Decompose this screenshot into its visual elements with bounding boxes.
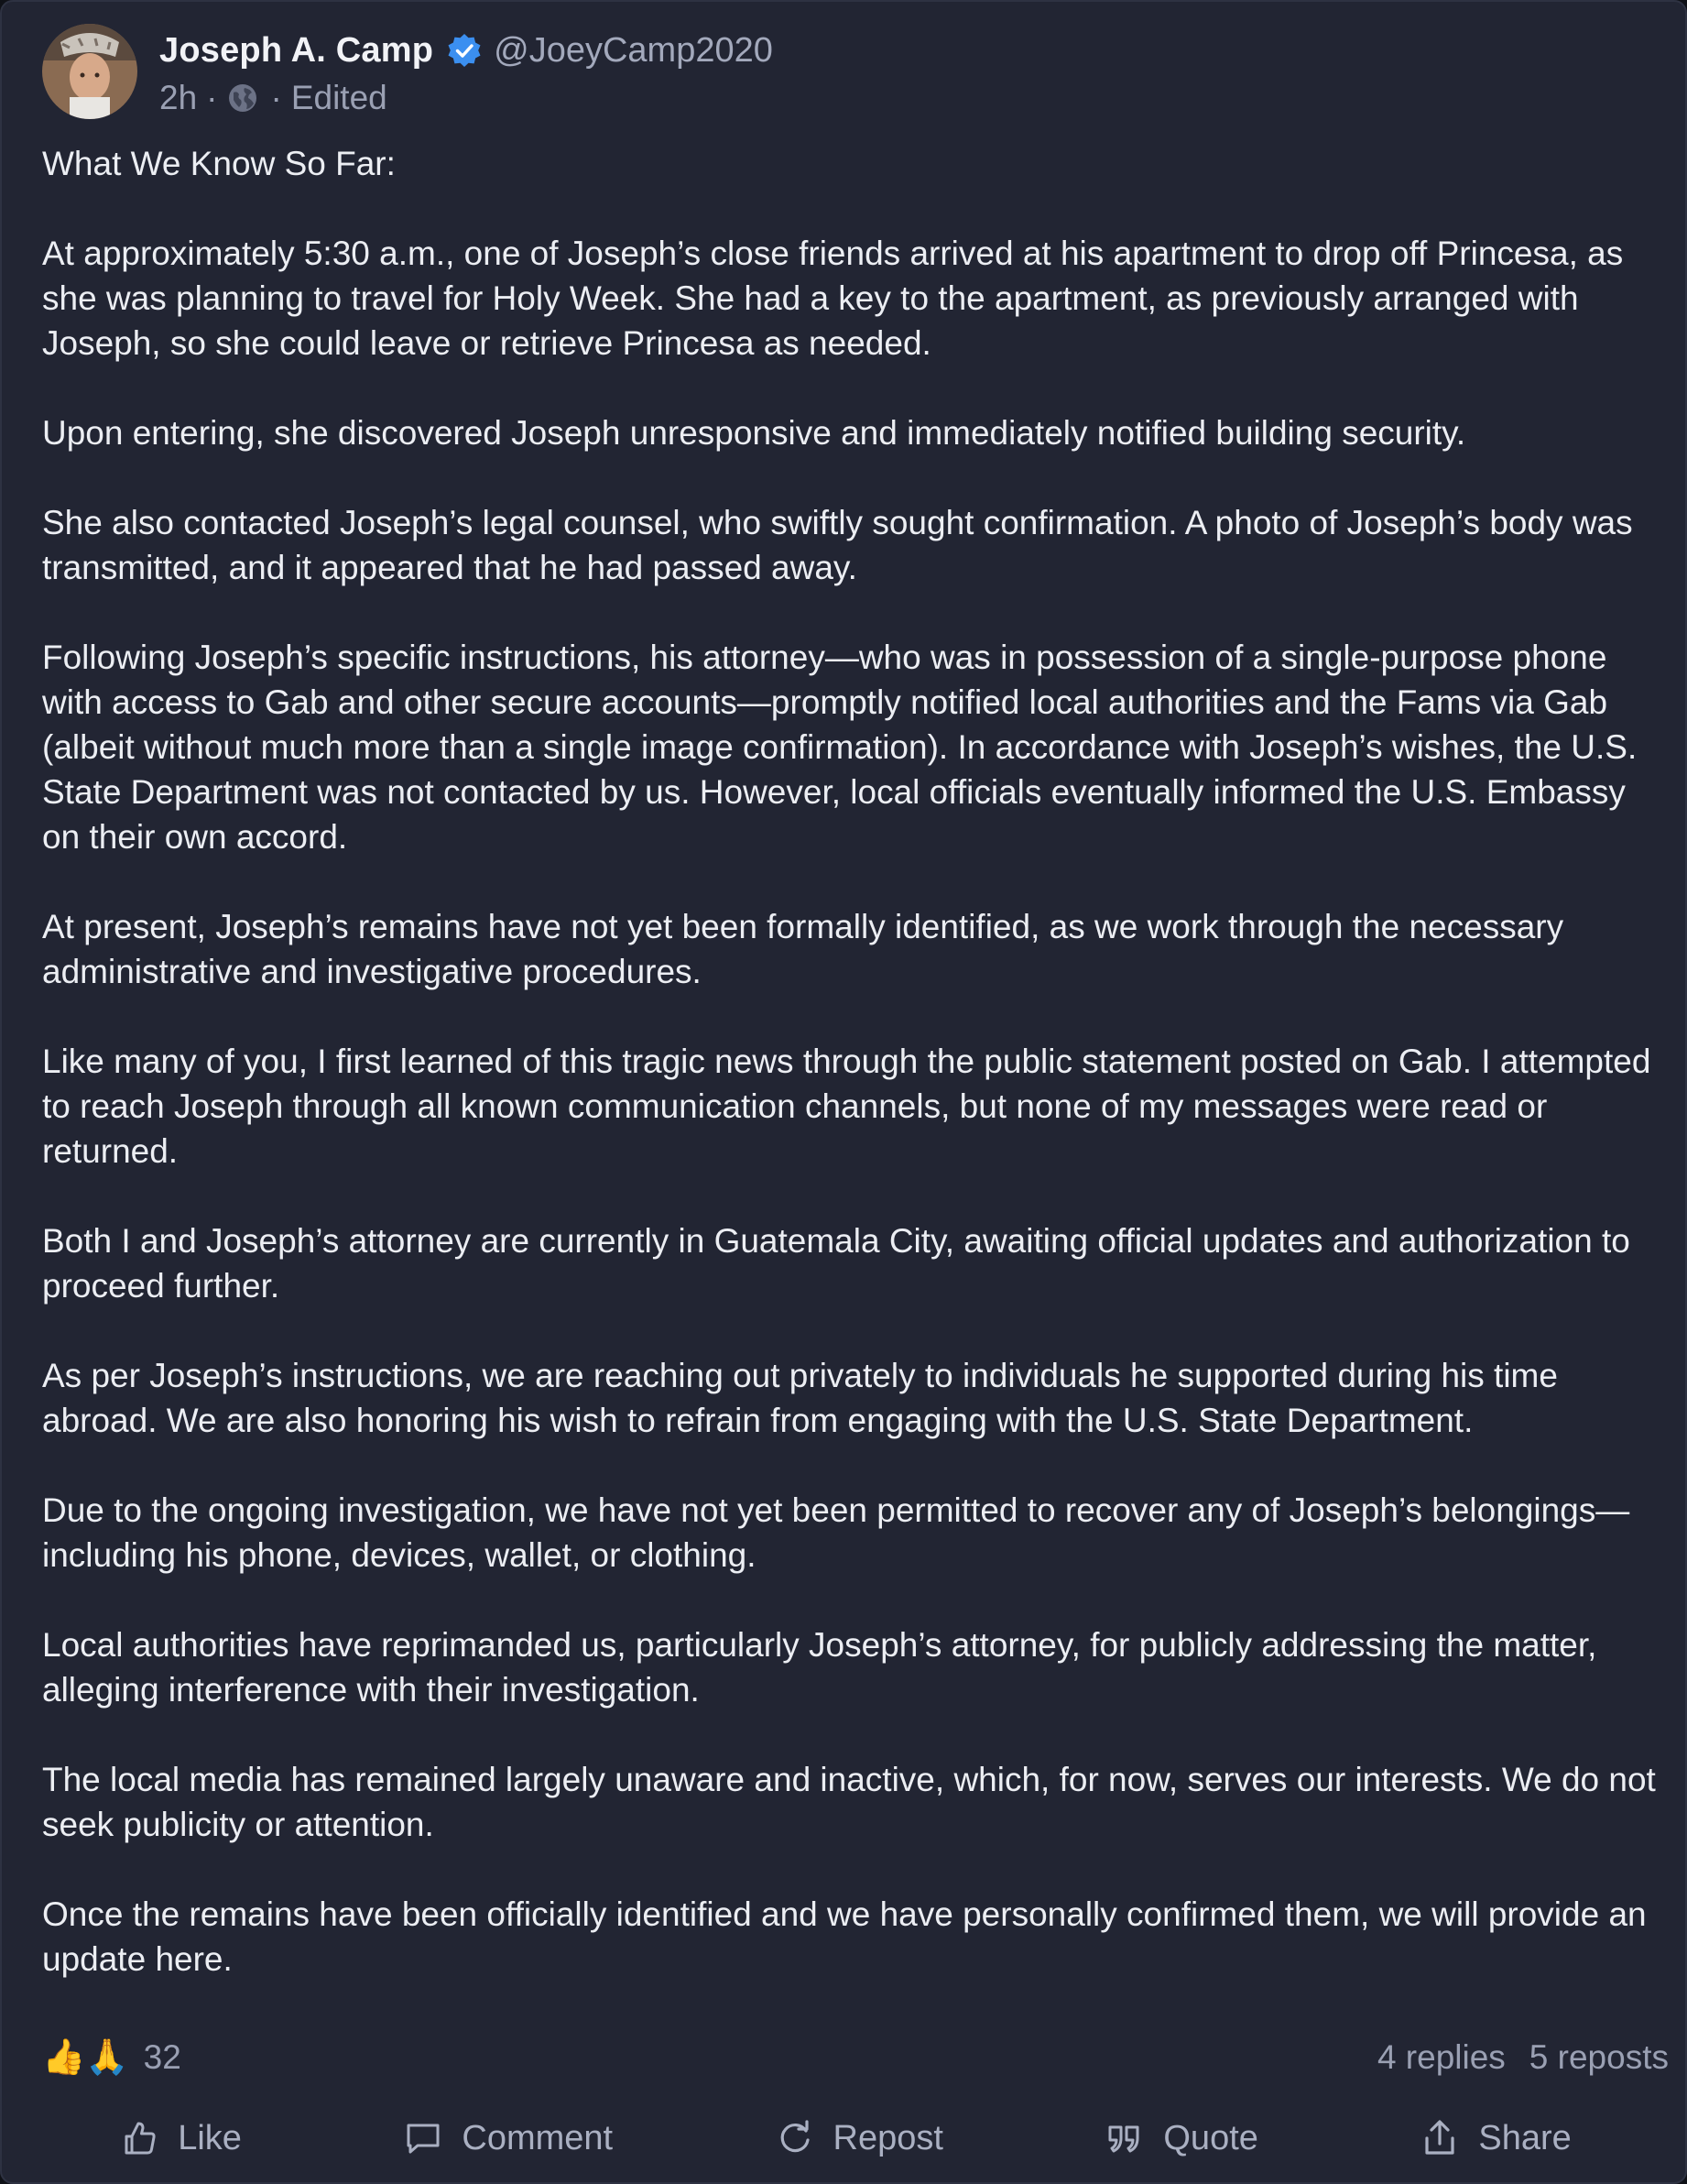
- repost-icon: [775, 2118, 815, 2158]
- share-label: Share: [1478, 2118, 1572, 2157]
- share-icon: [1420, 2118, 1460, 2158]
- replies-count[interactable]: 4 replies: [1377, 2038, 1506, 2076]
- like-button[interactable]: [119, 2118, 242, 2158]
- author-avatar[interactable]: [42, 24, 137, 119]
- repost-label: Repost: [833, 2118, 943, 2157]
- meta-separator: ·: [270, 79, 282, 116]
- author-meta: [159, 26, 773, 121]
- reaction-emoji-icons: 👍🙏: [42, 2038, 129, 2077]
- reactions-summary[interactable]: [42, 2038, 181, 2077]
- repost-button[interactable]: [775, 2118, 943, 2158]
- post-paragraph: At present, Joseph’s remains have not yet been formally identified, as we work through the necessary administrative and investigative procedures.: [42, 908, 1564, 990]
- reaction-count: 32: [143, 2038, 181, 2076]
- post-meta-row: [159, 75, 773, 121]
- quote-icon: [1105, 2118, 1145, 2158]
- post-action-bar: [2, 2105, 1687, 2171]
- post-paragraph: As per Joseph’s instructions, we are reaching out privately to individuals he supported during his time abroad. We are also honoring his wish to refrain from engaging with the U.S. State Department.: [42, 1357, 1558, 1439]
- post-body: [42, 141, 1672, 1982]
- thumbs-up-icon: [119, 2118, 159, 2158]
- reposts-count[interactable]: 5 reposts: [1529, 2038, 1669, 2076]
- verified-badge-icon: [446, 32, 483, 69]
- post-header: [42, 22, 773, 123]
- post-paragraph: Following Joseph’s specific instructions, his attorney—who was in possession of a single-purpose phone with access to Gab and other secure accounts—promptly notified local authorities and the Fams via Gab (albeit without much more than a single image confirmation). In accordance with Joseph’s wishes, the U.S. State Department was not contacted by us. However, local officials eventually informed the U.S. Embassy on their own accord.: [42, 639, 1638, 856]
- author-name-row: [159, 26, 773, 75]
- quote-label: Quote: [1163, 2118, 1258, 2157]
- comment-label: Comment: [462, 2118, 614, 2157]
- post-paragraph: What We Know So Far:: [42, 145, 396, 182]
- author-display-name[interactable]: Joseph A. Camp: [159, 30, 434, 70]
- post-stats: [42, 2030, 1669, 2085]
- post-paragraph: Both I and Joseph’s attorney are currently in Guatemala City, awaiting official updates and authorization to proceed further.: [42, 1222, 1630, 1305]
- post-paragraph: Once the remains have been officially identified and we have personally confirmed them, we will provide an update here.: [42, 1895, 1647, 1978]
- engagement-counts: [1377, 2038, 1669, 2077]
- quote-button[interactable]: [1105, 2118, 1258, 2158]
- share-button[interactable]: [1420, 2118, 1571, 2158]
- author-handle[interactable]: @JoeyCamp2020: [494, 30, 773, 70]
- post-timestamp[interactable]: 2h: [159, 79, 198, 116]
- comment-bubble-icon: [403, 2118, 443, 2158]
- post-paragraph: She also contacted Joseph’s legal counsel, who swiftly sought confirmation. A photo of Joseph’s body was transmitted, and it appeared that he had passed away.: [42, 504, 1633, 586]
- post-paragraph: At approximately 5:30 a.m., one of Joseph’s close friends arrived at his apartment to drop off Princesa, as she was planning to travel for Holy Week. She had a key to the apartment, as previously arranged with Joseph, so she could leave or retrieve Princesa as needed.: [42, 235, 1624, 362]
- post-paragraph: Like many of you, I first learned of this tragic news through the public statement posted on Gab. I attempted to reach Joseph through all known communication channels, but none of my messages were read or returned.: [42, 1043, 1651, 1170]
- comment-button[interactable]: [403, 2118, 613, 2158]
- globe-icon: [226, 82, 259, 115]
- post-paragraph: The local media has remained largely unaware and inactive, which, for now, serves our interests. We do not seek publicity or attention.: [42, 1761, 1656, 1843]
- post-paragraph: Local authorities have reprimanded us, particularly Joseph’s attorney, for publicly addressing the matter, alleging interference with their investigation.: [42, 1626, 1597, 1709]
- like-label: Like: [178, 2118, 242, 2157]
- post-paragraph: Upon entering, she discovered Joseph unresponsive and immediately notified building security.: [42, 414, 1466, 452]
- edited-label[interactable]: Edited: [290, 79, 387, 116]
- meta-separator: ·: [206, 79, 218, 116]
- post-paragraph: Due to the ongoing investigation, we have not yet been permitted to recover any of Joseph’s belongings—including his phone, devices, wallet, or clothing.: [42, 1491, 1630, 1574]
